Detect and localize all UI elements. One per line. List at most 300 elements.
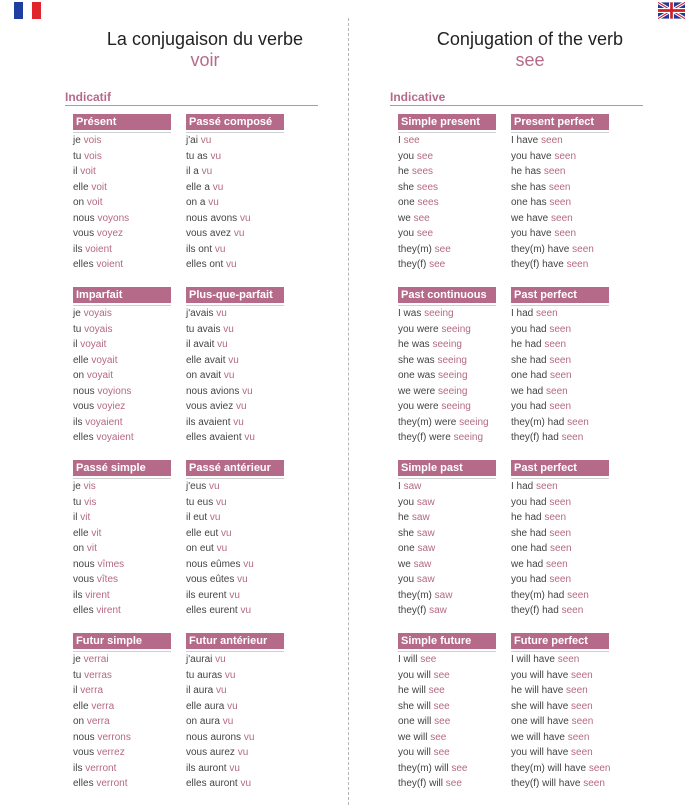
conjugation-row	[73, 164, 171, 180]
conjugation-row	[398, 510, 496, 526]
pronoun: they(f)	[398, 259, 430, 270]
tense-header: Imparfait	[73, 287, 171, 303]
pronoun: she had	[511, 354, 550, 366]
verb-form: voyait	[91, 354, 118, 366]
pronoun: one will have	[511, 716, 572, 727]
english-verb: see	[515, 50, 545, 70]
conjugation-row	[511, 133, 609, 149]
verb-form: seen	[567, 589, 589, 601]
pronoun: elles ont	[186, 259, 227, 270]
pronoun: you were	[398, 323, 442, 335]
verb-form: voyait	[86, 370, 114, 381]
conjugation-row	[398, 495, 496, 511]
conjugation-row	[398, 399, 496, 415]
english-title: Conjugation of the verb	[436, 29, 624, 49]
verb-form: vu	[221, 527, 232, 539]
verb-form: seen	[551, 212, 573, 224]
pronoun: elle eut	[186, 527, 222, 539]
verb-form: verra	[91, 700, 115, 712]
verb-form: sees	[416, 181, 439, 193]
verb-form: seen	[549, 527, 572, 539]
pronoun: vous	[73, 574, 97, 585]
pronoun: on	[73, 370, 87, 381]
conjugation-row	[186, 164, 284, 180]
verb-form: seen	[561, 605, 584, 616]
conjugation-row	[511, 242, 609, 258]
conjugation-row	[186, 211, 284, 227]
verb-form: saw	[417, 543, 436, 554]
conjugation-row	[398, 479, 496, 495]
conjugation-row	[186, 180, 284, 196]
verb-form: vu	[243, 558, 254, 570]
pronoun: one	[398, 197, 418, 208]
tense-header: Simple past	[398, 460, 496, 476]
conjugation-row	[511, 495, 609, 511]
conjugation-row	[73, 572, 171, 588]
conjugation-row	[73, 761, 171, 777]
pronoun: we have	[511, 212, 552, 224]
conjugation-row	[398, 353, 496, 369]
pronoun: he will	[398, 685, 429, 696]
pronoun: elle	[73, 181, 92, 193]
verb-form: see	[403, 135, 420, 146]
pronoun: he had	[511, 339, 545, 350]
pronoun: one was	[398, 370, 439, 381]
tense-header: Présent	[73, 114, 171, 130]
tense-block	[186, 114, 284, 273]
verb-form: voyais	[84, 323, 113, 335]
verb-form: seen	[566, 685, 588, 696]
pronoun: they(f) have	[511, 259, 567, 270]
pronoun: je	[73, 654, 84, 665]
tense-block	[186, 460, 284, 619]
pronoun: vous aurez	[186, 747, 238, 758]
verb-form: seen	[546, 385, 568, 397]
pronoun: you have	[511, 150, 555, 162]
verb-form: seen	[567, 731, 590, 743]
conjugation-row	[398, 557, 496, 573]
pronoun: elle	[73, 354, 92, 366]
verb-form: vu	[223, 323, 234, 335]
pronoun: tu	[73, 323, 85, 335]
pronoun: you had	[511, 574, 550, 585]
conjugation-row	[186, 399, 284, 415]
conjugation-row	[398, 588, 496, 604]
pronoun: tu	[73, 669, 85, 681]
verb-form: see	[434, 716, 451, 727]
conjugation-row	[73, 714, 171, 730]
verb-form: see	[420, 654, 437, 665]
pronoun: on eut	[186, 543, 217, 554]
pronoun: on	[73, 197, 87, 208]
verb-form: see	[433, 669, 450, 681]
verb-form: vu	[237, 574, 248, 585]
pronoun: she had	[511, 527, 550, 539]
verb-form: voyiez	[96, 401, 126, 412]
pronoun: nous avions	[186, 385, 243, 397]
pronoun: one had	[511, 543, 550, 554]
conjugation-row	[186, 322, 284, 338]
verb-form: seen	[583, 778, 605, 789]
conjugation-row	[186, 668, 284, 684]
verb-form: vis	[84, 496, 97, 508]
conjugation-row	[511, 399, 609, 415]
verb-form: vu	[217, 339, 228, 350]
conjugation-row	[186, 149, 284, 165]
verb-form: saw	[411, 512, 430, 523]
pronoun: ils eurent	[186, 589, 230, 601]
verb-form: verrons	[97, 731, 131, 743]
tense-block	[398, 287, 496, 446]
pronoun: ils ont	[186, 243, 215, 255]
conjugation-row	[186, 226, 284, 242]
conjugation-row	[73, 652, 171, 668]
pronoun: she	[398, 527, 417, 539]
pronoun: nous avons	[186, 212, 240, 224]
verb-form: seen	[567, 416, 589, 428]
pronoun: ils	[73, 762, 86, 774]
conjugation-row	[73, 180, 171, 196]
conjugation-row	[186, 479, 284, 495]
pronoun: je	[73, 135, 84, 146]
verb-form: see	[413, 212, 430, 224]
conjugation-row	[398, 257, 496, 273]
conjugation-row	[186, 745, 284, 761]
verb-form: seen	[536, 481, 558, 492]
verb-form: seen	[536, 308, 558, 319]
pronoun: nous	[73, 731, 98, 743]
verb-form: seeing	[438, 385, 468, 397]
conjugation-row	[398, 652, 496, 668]
conjugation-row	[73, 495, 171, 511]
pronoun: tu as	[186, 150, 211, 162]
tense-header: Past perfect	[511, 460, 609, 476]
conjugation-row	[398, 149, 496, 165]
pronoun: elles	[73, 259, 97, 270]
verb-form: verrai	[83, 654, 109, 665]
pronoun: il	[73, 339, 81, 350]
verb-form: verras	[84, 669, 112, 681]
conjugation-row	[186, 557, 284, 573]
conjugation-row	[398, 541, 496, 557]
french-title: La conjugaison du verbe	[106, 29, 304, 49]
verb-form: seen	[549, 370, 572, 381]
conjugation-row	[186, 572, 284, 588]
french-verb: voir	[190, 50, 220, 70]
verb-form: voit	[80, 166, 96, 177]
tense-block	[511, 460, 609, 619]
verb-form: vu	[229, 589, 240, 601]
pronoun: nous	[73, 558, 98, 570]
verb-form: verrez	[96, 747, 125, 758]
conjugation-row	[73, 337, 171, 353]
conjugation-row	[511, 745, 609, 761]
pronoun: elles	[73, 778, 97, 789]
conjugation-row	[398, 195, 496, 211]
pronoun: they(m)	[398, 243, 435, 255]
verb-form: vit	[86, 543, 97, 554]
pronoun: they(f)	[398, 605, 430, 616]
conjugation-row	[73, 588, 171, 604]
pronoun: ils	[73, 416, 86, 428]
pronoun: he	[398, 166, 412, 177]
verb-form: vu	[227, 700, 238, 712]
conjugation-row	[398, 430, 496, 446]
verb-form: voyions	[97, 385, 132, 397]
verb-form: sees	[411, 166, 434, 177]
verb-form: vu	[214, 243, 226, 255]
conjugation-row	[398, 730, 496, 746]
english-mood-heading: Indicative	[390, 90, 446, 104]
tense-header: Passé composé	[186, 114, 284, 130]
french-mood-heading: Indicatif	[65, 90, 112, 104]
conjugation-row	[73, 149, 171, 165]
conjugation-row	[186, 699, 284, 715]
verb-form: seeing	[438, 370, 468, 381]
tense-header: Futur antérieur	[186, 633, 284, 649]
pronoun: je	[73, 308, 84, 319]
conjugation-row	[398, 180, 496, 196]
pronoun: I have	[511, 135, 542, 146]
pronoun: j'ai	[186, 135, 201, 146]
verb-form: voyais	[83, 308, 112, 319]
conjugation-row	[73, 745, 171, 761]
verb-form: seen	[588, 762, 611, 774]
conjugation-row	[186, 603, 284, 619]
verb-form: vit	[91, 527, 102, 539]
tense-block	[511, 114, 609, 273]
verb-form: seen	[544, 512, 567, 523]
pronoun: we had	[511, 558, 547, 570]
pronoun: vous eûtes	[186, 574, 238, 585]
verb-form: see	[434, 243, 451, 255]
pronoun: we	[398, 558, 414, 570]
verb-form: seen	[571, 669, 593, 681]
pronoun: elles	[73, 432, 97, 443]
pronoun: he had	[511, 512, 545, 523]
pronoun: j'aurai	[186, 654, 216, 665]
conjugation-row	[186, 588, 284, 604]
pronoun: one	[398, 543, 418, 554]
verb-form: seen	[571, 716, 594, 727]
verb-form: vois	[83, 135, 102, 146]
pronoun: ils	[73, 589, 86, 601]
conjugation-row	[398, 668, 496, 684]
conjugation-row	[511, 479, 609, 495]
conjugation-row	[511, 557, 609, 573]
pronoun: elles avaient	[186, 432, 245, 443]
conjugation-row	[73, 257, 171, 273]
conjugation-row	[186, 353, 284, 369]
pronoun: on	[73, 543, 87, 554]
conjugation-row	[186, 652, 284, 668]
verb-form: vu	[200, 135, 212, 146]
verb-form: voient	[96, 259, 124, 270]
conjugation-row	[398, 699, 496, 715]
verb-form: saw	[429, 605, 447, 616]
pronoun: il	[73, 166, 81, 177]
verb-form: vu	[236, 401, 247, 412]
pronoun: elle	[73, 700, 92, 712]
conjugation-row	[511, 211, 609, 227]
verb-form: seen	[544, 339, 567, 350]
conjugation-row	[398, 322, 496, 338]
pronoun: I	[398, 135, 404, 146]
verb-form: seen	[549, 574, 572, 585]
pronoun: we were	[398, 385, 439, 397]
verb-form: vu	[209, 512, 221, 523]
verb-form: saw	[416, 574, 435, 585]
conjugation-row	[511, 572, 609, 588]
tense-header: Future perfect	[511, 633, 609, 649]
pronoun: one will	[398, 716, 435, 727]
pronoun: you will	[398, 669, 434, 681]
pronoun: he will have	[511, 685, 567, 696]
verb-form: seen	[541, 135, 563, 146]
pronoun: they(m) will	[398, 762, 452, 774]
conjugation-row	[73, 226, 171, 242]
conjugation-row	[511, 683, 609, 699]
tense-header: Past perfect	[511, 287, 609, 303]
conjugation-row	[511, 195, 609, 211]
conjugation-row	[511, 384, 609, 400]
conjugation-row	[73, 133, 171, 149]
conjugation-row	[398, 164, 496, 180]
verb-form: seen	[546, 558, 568, 570]
pronoun: on a	[186, 197, 209, 208]
conjugation-row	[73, 211, 171, 227]
tense-header: Simple future	[398, 633, 496, 649]
tense-block	[73, 460, 171, 619]
verb-form: seen	[549, 543, 572, 554]
verb-form: vu	[228, 354, 239, 366]
conjugation-row	[398, 242, 496, 258]
verb-form: seeing	[432, 339, 462, 350]
pronoun: they(f) had	[511, 605, 562, 616]
pronoun: elle a	[186, 181, 213, 193]
verb-form: vu	[229, 762, 240, 774]
conjugation-row	[186, 683, 284, 699]
tense-block	[398, 633, 496, 792]
verb-form: voyez	[96, 228, 124, 239]
pronoun: tu avais	[186, 323, 224, 335]
verb-form: vu	[239, 212, 251, 224]
conjugation-row	[73, 479, 171, 495]
pronoun: on aura	[186, 716, 223, 727]
verb-form: see	[433, 700, 450, 712]
conjugation-row	[73, 353, 171, 369]
conjugation-row	[73, 526, 171, 542]
conjugation-row	[186, 257, 284, 273]
french-mood-rule	[65, 105, 318, 106]
verb-form: seeing	[441, 323, 471, 335]
pronoun: they(m) have	[511, 243, 573, 255]
conjugation-row	[73, 776, 171, 792]
conjugation-row	[73, 730, 171, 746]
pronoun: elle aura	[186, 700, 228, 712]
conjugation-row	[511, 730, 609, 746]
conjugation-row	[511, 306, 609, 322]
tense-block	[73, 633, 171, 792]
verb-form: seeing	[437, 354, 467, 366]
verb-form: vu	[201, 166, 213, 177]
conjugation-row	[511, 164, 609, 180]
conjugation-row	[398, 526, 496, 542]
pronoun: she	[398, 181, 417, 193]
pronoun: vous	[73, 228, 97, 239]
conjugation-row	[73, 399, 171, 415]
verb-form: seeing	[453, 432, 484, 443]
pronoun: ils auront	[186, 762, 230, 774]
tense-block	[73, 287, 171, 446]
verb-form: vois	[84, 150, 102, 162]
pronoun: il eut	[186, 512, 210, 523]
pronoun: one had	[511, 370, 550, 381]
conjugation-row	[73, 668, 171, 684]
pronoun: ils	[73, 243, 86, 255]
pronoun: tu	[73, 496, 85, 508]
tense-header: Simple present	[398, 114, 496, 130]
pronoun: you will have	[511, 669, 572, 681]
conjugation-row	[186, 541, 284, 557]
pronoun: you had	[511, 323, 550, 335]
verb-form: virent	[85, 589, 110, 601]
pronoun: you will	[398, 747, 434, 758]
verb-form: vu	[210, 150, 222, 162]
conjugation-row	[186, 526, 284, 542]
pronoun: they(f) will	[398, 778, 446, 789]
conjugation-row	[511, 368, 609, 384]
verb-form: voyons	[97, 212, 130, 224]
conjugation-row	[511, 353, 609, 369]
verb-form: seen	[554, 228, 577, 239]
pronoun: vous	[73, 401, 97, 412]
conjugation-row	[186, 430, 284, 446]
pronoun: he has	[511, 166, 544, 177]
conjugation-row	[511, 776, 609, 792]
conjugation-row	[186, 415, 284, 431]
conjugation-row	[511, 415, 609, 431]
pronoun: I	[398, 481, 404, 492]
pronoun: j'eus	[186, 481, 210, 492]
conjugation-row	[511, 430, 609, 446]
verb-form: voient	[85, 243, 112, 255]
conjugation-row	[398, 714, 496, 730]
verb-form: seen	[549, 496, 572, 508]
conjugation-row	[511, 714, 609, 730]
pronoun: ils avaient	[186, 416, 234, 428]
verb-form: verront	[85, 762, 117, 774]
conjugation-row	[511, 510, 609, 526]
conjugation-row	[511, 226, 609, 242]
conjugation-row	[186, 133, 284, 149]
conjugation-row	[511, 668, 609, 684]
pronoun: il avait	[186, 339, 218, 350]
verb-form: vu	[224, 669, 236, 681]
conjugation-row	[186, 761, 284, 777]
verb-form: verra	[80, 685, 104, 696]
verb-form: seen	[549, 197, 572, 208]
verb-form: vu	[216, 543, 228, 554]
conjugation-row	[511, 761, 609, 777]
pronoun: you have	[511, 228, 555, 239]
conjugation-row	[186, 495, 284, 511]
pronoun: elle	[73, 527, 92, 539]
conjugation-row	[186, 510, 284, 526]
uk-flag-icon	[658, 2, 685, 19]
pronoun: they(f) were	[398, 432, 454, 443]
pronoun: you were	[398, 401, 442, 412]
